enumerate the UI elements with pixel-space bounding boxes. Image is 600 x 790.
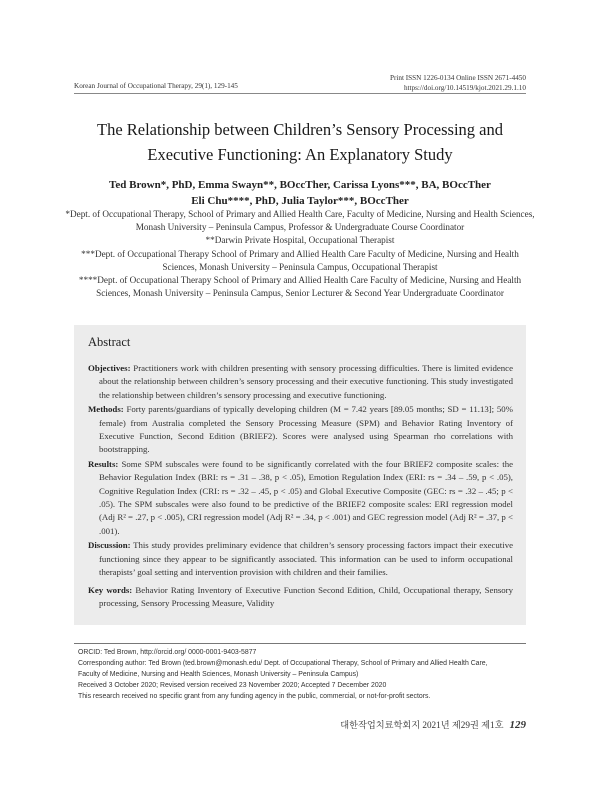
authors-line-2: Eli Chu****, PhD, Julia Taylor***, BOccTher bbox=[191, 195, 409, 207]
abstract-keywords bbox=[88, 584, 513, 611]
doi-link[interactable]: https://doi.org/10.14519/kjot.2021.29.1.10 bbox=[403, 84, 526, 92]
discussion-label: Discussion: bbox=[88, 540, 131, 551]
affiliation-4: ****Dept. of Occupational Therapy School of Primary and Allied Health Care Faculty of Medicine, Nursing and Health Sciences, Monash University – Peninsula Campus, Senior Lecturer & Second Year Undergraduate Coordinator bbox=[78, 275, 522, 299]
results-label: Results: bbox=[88, 458, 119, 469]
issn-line: Print ISSN 1226-0134 Online ISSN 2671-4450 bbox=[390, 74, 526, 82]
keywords-label: Key words: bbox=[88, 584, 133, 595]
objectives-label: Objectives: bbox=[88, 363, 131, 373]
running-header-ids bbox=[390, 73, 526, 93]
affiliations bbox=[64, 208, 536, 300]
affiliation-2: **Darwin Private Hospital, Occupational Therapist bbox=[205, 235, 395, 246]
article-title bbox=[60, 117, 540, 167]
results-text: Some SPM subscales were found to be significantly correlated with the four BRIEF2 composite scales: the Behavior Regulation Index (BRI: rs = .31 – .38, p < .05), Emotion Regulation Index (ERI: rs = .34 – .59, p < .05), Cognitive Regulation Index (CRI: rs = .32 – .45, p < .05) and Global Executive Composite (GEC: rs = .32 – .45; p < .05). The SPM subscales were also found to be predictive of the BRIEF2 composite scales: ERI regression model (Adj R² = .27, p < .005), CRI regression model (Adj R² = .34, p < .001) and GEC regression model (Adj R² = .37, p < .001). bbox=[99, 458, 513, 536]
page-footer bbox=[340, 717, 526, 731]
abstract-objectives bbox=[88, 362, 513, 402]
footer-journal: 대한작업치료학회지 2021년 제29권 제1호 bbox=[340, 720, 504, 730]
footnote-received: Received 3 October 2020; Revised version received 23 November 2020; Accepted 7 December 2020 bbox=[78, 682, 387, 689]
header-rule bbox=[74, 93, 526, 94]
page-number: 129 bbox=[509, 719, 526, 731]
objectives-text: Practitioners work with children presenting with sensory processing difficulties. There is limited evidence about the relationship between children’s sensory processing and their executive functioning. This study investigated the relationship between children’s sensory processing and executive functioning. bbox=[99, 363, 513, 400]
methods-label: Methods: bbox=[88, 404, 124, 415]
authors-line-1: Ted Brown*, PhD, Emma Swayn**, BOccTher, Carissa Lyons***, BA, BOccTher bbox=[109, 179, 491, 191]
abstract-methods bbox=[88, 403, 513, 457]
footnotes bbox=[78, 647, 538, 702]
footnote-corresponding-1: Corresponding author: Ted Brown (ted.brown@monash.edu/ Dept. of Occupational Therapy, School of Primary and Allied Health Care, bbox=[78, 660, 488, 667]
footnote-funding: This research received no specific grant from any funding agency in the public, commercial, or not-for-profit sectors. bbox=[78, 693, 431, 700]
abstract-heading: Abstract bbox=[88, 335, 131, 349]
affiliation-1: *Dept. of Occupational Therapy, School of Primary and Allied Health Care, Faculty of Medicine, Nursing and Health Sciences, Monash University – Peninsula Campus, Professor & Undergraduate Course Coordinator bbox=[65, 209, 535, 233]
abstract-discussion bbox=[88, 539, 513, 579]
keywords-text: Behavior Rating Inventory of Executive Function Second Edition, Child, Occupational therapy, Sensory processing, Sensory Processing Measure, Validity bbox=[99, 584, 514, 608]
title-line-1: The Relationship between Children’s Sensory Processing and bbox=[96, 120, 503, 139]
footnote-corresponding-2: Faculty of Medicine, Nursing and Health Sciences, Monash University – Peninsula Campus) bbox=[78, 671, 359, 678]
footnote-rule bbox=[74, 643, 526, 644]
running-header-journal: Korean Journal of Occupational Therapy, 29(1), 129-145 bbox=[74, 82, 238, 90]
abstract-body bbox=[88, 362, 513, 611]
discussion-text: This study provides preliminary evidence that children’s sensory processing factors impact their executive functioning since they appear to be significantly associated. This information can be used to inform occupational therapists’ goal setting and intervention provision with children and their families. bbox=[99, 540, 513, 578]
title-line-2: Executive Functioning: An Explanatory Study bbox=[147, 145, 453, 164]
footnote-orcid: ORCID: Ted Brown, http://orcid.org/ 0000-0001-9403-5877 bbox=[78, 649, 257, 656]
author-list bbox=[60, 177, 540, 209]
abstract-results bbox=[88, 458, 513, 538]
methods-text: Forty parents/guardians of typically developing children (M = 7.42 years [89.05 months; SD = 11.13]; 50% female) from Australia completed the Sensory Processing Measure (SPM) and Behavior Rating Inventory of Executive Function, Second Edition (BRIEF2). Scores were analysed using Spearman rho correlations with bootstrapping. bbox=[99, 404, 514, 455]
affiliation-3: ***Dept. of Occupational Therapy School of Primary and Allied Health Care Faculty of Medicine, Nursing and Health Sciences, Monash University – Peninsula Campus, Occupational Therapist bbox=[81, 248, 519, 272]
